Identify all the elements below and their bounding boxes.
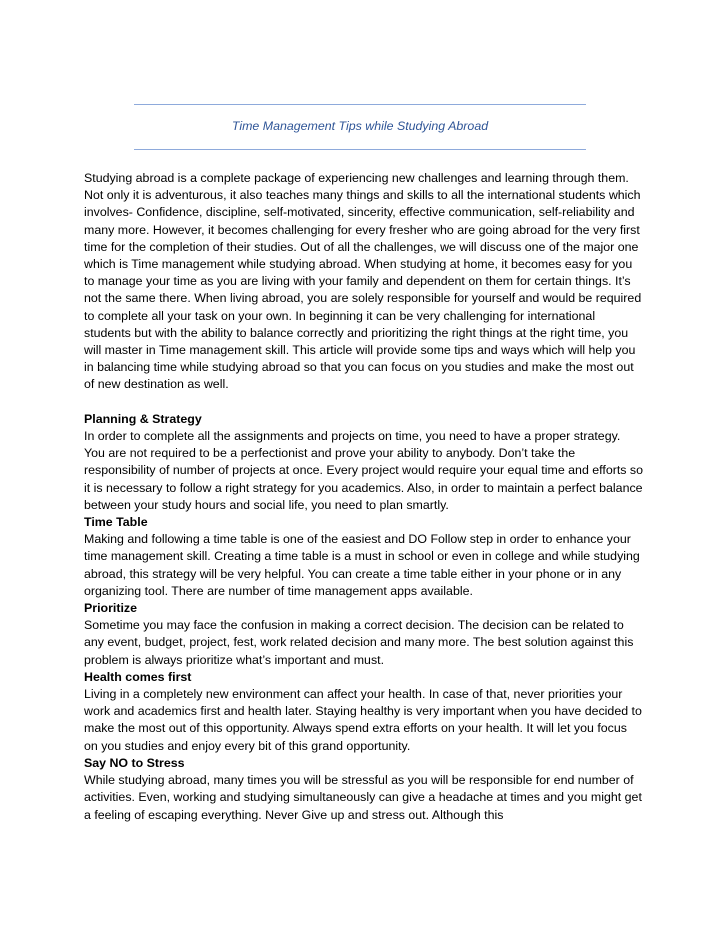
section-text-time-table: Making and following a time table is one of the easiest and DO Follow step in order to enhance your time management skill. Creating a time table is a must in school or even in college and while studying abroad, this strategy will be very helpful. You can create a time table either in your phone or in any organizing tool. There are number of time management apps available. [84,532,640,598]
intro-paragraph: Studying abroad is a complete package of experiencing new challenges and learning through them. Not only it is adventurous, it also teaches many things and skills to all the international students which involves- Confidence, discipline, self-motivated, sincerity, effective communication, self-reliability and many more. However, it becomes challenging for every fresher who are going abroad for the very first time for the completion of their studies. Out of all the challenges, we will discuss one of the major one which is Time management while studying abroad. When studying at home, it becomes easy for you to manage your time as you are living with your family and dependent on them for certain things. It’s not the same there. When living abroad, you are solely responsible for yourself and would be required to complete all your task on your own. In beginning it can be very challenging for international students but with the ability to balance correctly and prioritizing the right things at the right time, you will master in Time management skill. This article will provide some tips and ways which will help you in balancing time while studying abroad so that you can focus on you studies and make the most out of new destination as well. [84,171,642,392]
section-heading-health: Health comes first [84,669,192,684]
section-text-health: Living in a completely new environment can affect your health. In case of that, never priorities your work and academics first and health later. Staying healthy is very important when you have decided to make the most out of this opportunity. Always spend extra efforts on your health. It will let you focus on you studies and enjoy every bit of this grand opportunity. [84,687,642,753]
section-text-prioritize: Sometime you may face the confusion in making a correct decision. The decision can be related to any event, budget, project, fest, work related decision and many more. The best solution against this problem is always prioritize what’s important and must. [84,618,634,667]
section-heading-planning: Planning & Strategy [84,411,202,426]
document-title: Time Management Tips while Studying Abroad [231,119,489,133]
section-text-planning: In order to complete all the assignments and projects on time, you need to have a proper strategy. You are not required to be a perfectionist and prove your ability to anybody. Don’t take the responsibility of number of projects at once. Every project would require your equal time and efforts so it is necessary to follow a right strategy for you academics. Also, in order to maintain a perfect balance between your study hours and social life, you need to plan smartly. [84,429,644,512]
section-heading-prioritize: Prioritize [84,601,138,616]
section-text-stress: While studying abroad, many times you will be stressful as you will be responsible for end number of activities. Even, working and studying simultaneously can give a headache at times and you might get a feeling of escaping everything. Never Give up and stress out. Although this [84,773,642,822]
title-block [134,104,586,150]
document-body [84,170,644,824]
section-heading-time-table: Time Table [84,515,148,530]
section-heading-stress: Say NO to Stress [84,755,185,770]
